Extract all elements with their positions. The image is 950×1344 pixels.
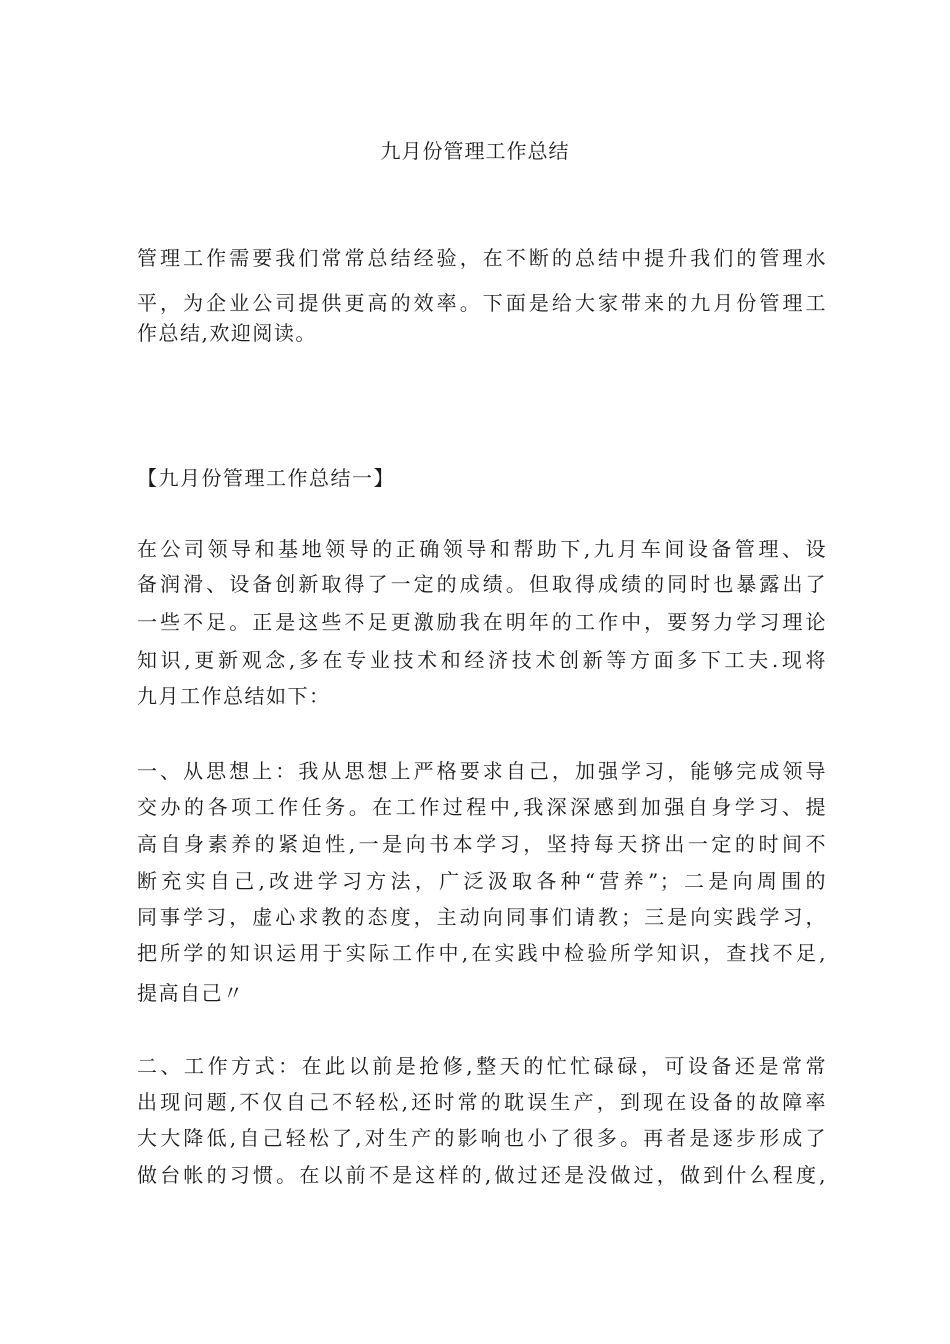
- paragraph-line: 一、从思想上：我从思想上严格要求自己，加强学习，能够完成领导: [137, 759, 827, 783]
- paragraph-line: 备润滑、设备创新取得了一定的成绩。但取得成绩的同时也暴露出了: [137, 572, 827, 596]
- paragraph-line: 断充实自己,改进学习方法，广泛汲取各种“营养”；二是向周围的: [137, 869, 827, 893]
- paragraph-line: 提高自己〃: [137, 981, 245, 1005]
- paragraph-line: 在公司领导和基地领导的正确领导和帮助下,九月车间设备管理、设: [137, 537, 827, 561]
- section-heading: 【九月份管理工作总结一】: [137, 466, 395, 490]
- paragraph-line: 九月工作总结如下：: [137, 684, 331, 708]
- paragraph-line: 做台帐的习惯。在以前不是这样的,做过还是没做过，做到什么程度,: [137, 1163, 827, 1187]
- paragraph-line: 二、工作方式：在此以前是抢修,整天的忙忙碌碌，可设备还是常常: [137, 1054, 827, 1078]
- intro-line: 平，为企业公司提供更高的效率。下面是给大家带来的九月份管理工: [137, 291, 827, 315]
- intro-line: 作总结,欢迎阅读。: [137, 321, 317, 345]
- paragraph-line: 一些不足。正是这些不足更激励我在明年的工作中，要努力学习理论: [137, 610, 827, 634]
- paragraph-line: 高自身素养的紧迫性,一是向书本学习，坚持每天挤出一定的时间不: [137, 832, 827, 856]
- paragraph-line: 交办的各项工作任务。在工作过程中,我深深感到加强自身学习、提: [137, 795, 827, 819]
- paragraph-line: 同事学习，虚心求教的态度，主动向同事们请教；三是向实践学习，: [137, 905, 827, 929]
- intro-line: 管理工作需要我们常常总结经验，在不断的总结中提升我们的管理水: [137, 246, 827, 270]
- paragraph-line: 出现问题,不仅自己不轻松,还时常的耽误生产，到现在设备的故障率: [137, 1090, 827, 1114]
- paragraph-line: 知识,更新观念,多在专业技术和经济技术创新等方面多下工夫.现将: [137, 648, 827, 672]
- paragraph-line: 大大降低,自己轻松了,对生产的影响也小了很多。再者是逐步形成了: [137, 1126, 827, 1150]
- paragraph-line: 把所学的知识运用于实际工作中,在实践中检验所学知识，查找不足,: [137, 941, 827, 965]
- document-title: 九月份管理工作总结: [380, 139, 570, 163]
